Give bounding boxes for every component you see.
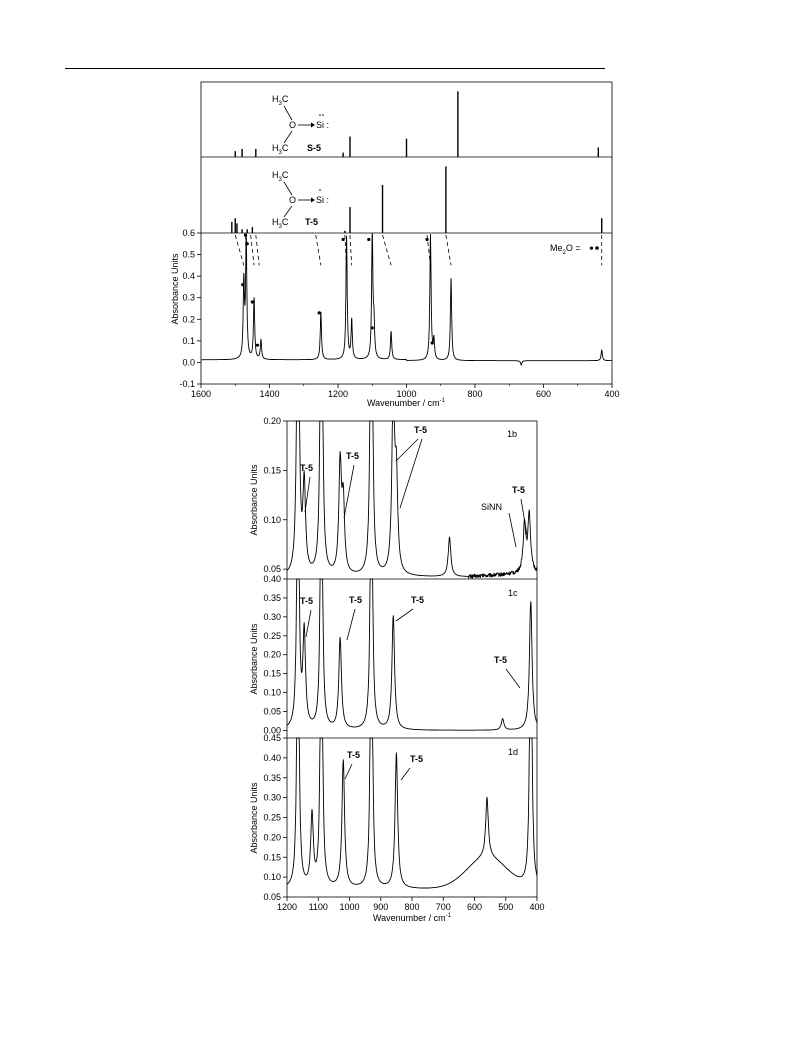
y-tick-label: 0.15 [263, 668, 281, 679]
annotation-leader [344, 465, 354, 518]
s5-label: S-5 [307, 143, 322, 153]
y-tick-label: 0.05 [263, 706, 281, 717]
y-tick-label: 0.40 [263, 574, 281, 584]
x-tick-label: 1200 [327, 389, 349, 399]
me2o-marker [425, 238, 428, 241]
y-tick-label: 0.25 [263, 630, 281, 641]
me2o-marker [371, 326, 374, 329]
y-tick-label: 0.05 [263, 892, 281, 902]
x-tick-label: 600 [466, 902, 483, 912]
x-tick-label: 600 [535, 389, 552, 399]
y-tick-label: 0.05 [263, 564, 281, 575]
correlation-dash [446, 235, 451, 265]
me2o-marker [342, 238, 345, 241]
panel-1d-y-axis-label: Absorbance Units [249, 782, 259, 854]
me2o-legend: $Me_2O$ = [550, 243, 581, 256]
correlation-dash [235, 235, 244, 265]
panel-1c-y-axis-label: Absorbance Units [249, 623, 259, 695]
s5-lone-pair-dot [319, 114, 321, 116]
s5-structure [272, 94, 329, 156]
y-tick-label: 0.2 [182, 314, 195, 325]
correlation-dash [350, 235, 352, 265]
s5-bond-bottom [284, 131, 292, 143]
s5-lone-pair-dot [322, 114, 324, 116]
s5-silicon: Si : [316, 120, 330, 130]
y-tick-label: 0.10 [263, 872, 281, 883]
x-tick-label: 900 [373, 902, 389, 912]
annotation-leader [401, 768, 410, 780]
figure-1a [170, 82, 620, 408]
y-tick-label: 0.30 [263, 792, 281, 803]
annotation-leader [306, 610, 311, 637]
figure-1a-x-axis-label: Wavenumber / $cm^{-1}$ [366, 398, 446, 408]
y-tick-label: 0.25 [263, 812, 281, 823]
y-tick-label: 0.1 [182, 335, 195, 346]
correlation-dash [316, 235, 321, 265]
x-tick-label: 1000 [396, 389, 417, 399]
panel-1d-label: 1d [508, 747, 519, 757]
figure-1bcd [249, 416, 545, 923]
y-tick-label: 0.15 [263, 465, 281, 476]
annotation-leader [396, 439, 418, 461]
panel-1b-label: 1b [507, 429, 518, 439]
annotation-leader [400, 439, 422, 508]
panel-1b-y-axis-label: Absorbance Units [249, 464, 259, 536]
x-tick-label: 400 [529, 902, 545, 912]
annotation-t5: T-5 [300, 463, 314, 473]
panel-1b-annotations [300, 425, 527, 547]
x-tick-label: 500 [498, 902, 514, 912]
t5-bond-bottom [284, 206, 292, 217]
t5-bottom-methyl: $H_3C$ [272, 217, 289, 230]
x-tick-label: 700 [435, 902, 451, 912]
figure-1a-y-axis-label: Absorbance Units [170, 253, 180, 325]
y-tick-label: 0.40 [263, 752, 281, 763]
annotation-leader [347, 609, 355, 640]
x-tick-label: 1000 [339, 902, 360, 912]
annotation-leader [305, 477, 310, 512]
y-tick-label: 0.20 [263, 832, 281, 843]
y-tick-label: 0.10 [263, 687, 281, 698]
me2o-marker [590, 247, 593, 250]
annotation-t5: T-5 [346, 451, 360, 461]
t5-oxygen: O [289, 195, 297, 205]
me2o-marker [431, 341, 434, 344]
me2o-marker [318, 311, 321, 314]
t5-top-methyl: $H_3C$ [272, 170, 289, 183]
y-tick-label: 0.4 [182, 271, 195, 282]
y-tick-label: 0.20 [263, 649, 281, 660]
annotation-leader [509, 513, 516, 547]
t5-dative-arrow-head [311, 198, 315, 203]
t5-radical-dot [319, 189, 321, 191]
t5-silicon: Si : [316, 195, 330, 205]
annotation-t5: T-5 [414, 425, 428, 435]
x-tick-label: 1600 [190, 389, 212, 399]
annotation-t5: T-5 [347, 750, 361, 760]
annotation-t5: T-5 [411, 595, 425, 605]
y-tick-label: 0.45 [263, 733, 281, 743]
s5-top-methyl: $H_3C$ [272, 94, 289, 107]
x-tick-label: 1100 [308, 902, 328, 912]
correlation-dash [251, 235, 254, 265]
x-tick-label: 800 [404, 902, 420, 912]
y-tick-label: 0.00 [263, 725, 281, 736]
panel-1c-annotations [300, 595, 520, 688]
figure-1bcd-x-axis-label: Wavenumber / $cm^{-1}$ [372, 913, 452, 923]
t5-bond-top [284, 182, 292, 195]
y-tick-label: 0.3 [182, 292, 195, 303]
t5-structure [272, 170, 329, 230]
s5-dative-arrow-head [311, 123, 315, 128]
annotation-t5: T-5 [349, 595, 363, 605]
t5-label: T-5 [305, 217, 319, 227]
y-tick-label: 0.15 [263, 852, 281, 863]
annotation-leader [345, 764, 352, 779]
y-tick-label: 0.6 [182, 228, 195, 238]
annotation-leader [506, 669, 520, 688]
me2o-marker [241, 283, 244, 286]
me2o-marker [367, 238, 370, 241]
y-tick-label: 0.30 [263, 611, 281, 622]
annotation-t5: T-5 [512, 485, 526, 495]
me2o-marker [256, 344, 259, 347]
y-tick-label: 0.10 [263, 514, 281, 525]
annotation-t5: T-5 [494, 655, 508, 665]
me2o-marker [246, 242, 249, 245]
me2o-marker [244, 234, 247, 237]
me2o-markers [241, 234, 593, 347]
me2o-marker [251, 300, 254, 303]
correlation-dash [256, 235, 259, 265]
s5-oxygen: O [289, 120, 297, 130]
annotation-leader [396, 609, 413, 621]
y-tick-label: 0.35 [263, 592, 281, 603]
s5-bottom-methyl: $H_3C$ [272, 143, 289, 156]
annotation-sinn: SiNN [481, 502, 503, 512]
y-tick-label: 0.0 [182, 357, 195, 368]
x-tick-label: 400 [604, 389, 620, 399]
panel-1c-label: 1c [508, 588, 518, 598]
s5-bond-top [284, 106, 292, 120]
y-tick-label: 0.35 [263, 772, 281, 783]
x-tick-label: 1200 [276, 902, 298, 912]
x-tick-label: 1400 [259, 389, 280, 399]
y-tick-label: 0.5 [182, 249, 195, 260]
annotation-t5: T-5 [410, 754, 424, 764]
y-tick-label: -0.1 [179, 379, 195, 389]
me2o-legend-marker [595, 246, 599, 250]
peak-correlation-dashes [235, 235, 601, 265]
x-tick-label: 800 [467, 389, 483, 399]
correlation-dash [383, 235, 392, 265]
y-tick-label: 0.20 [263, 416, 281, 426]
panel-1d-annotations [345, 750, 423, 780]
annotation-t5: T-5 [300, 596, 314, 606]
